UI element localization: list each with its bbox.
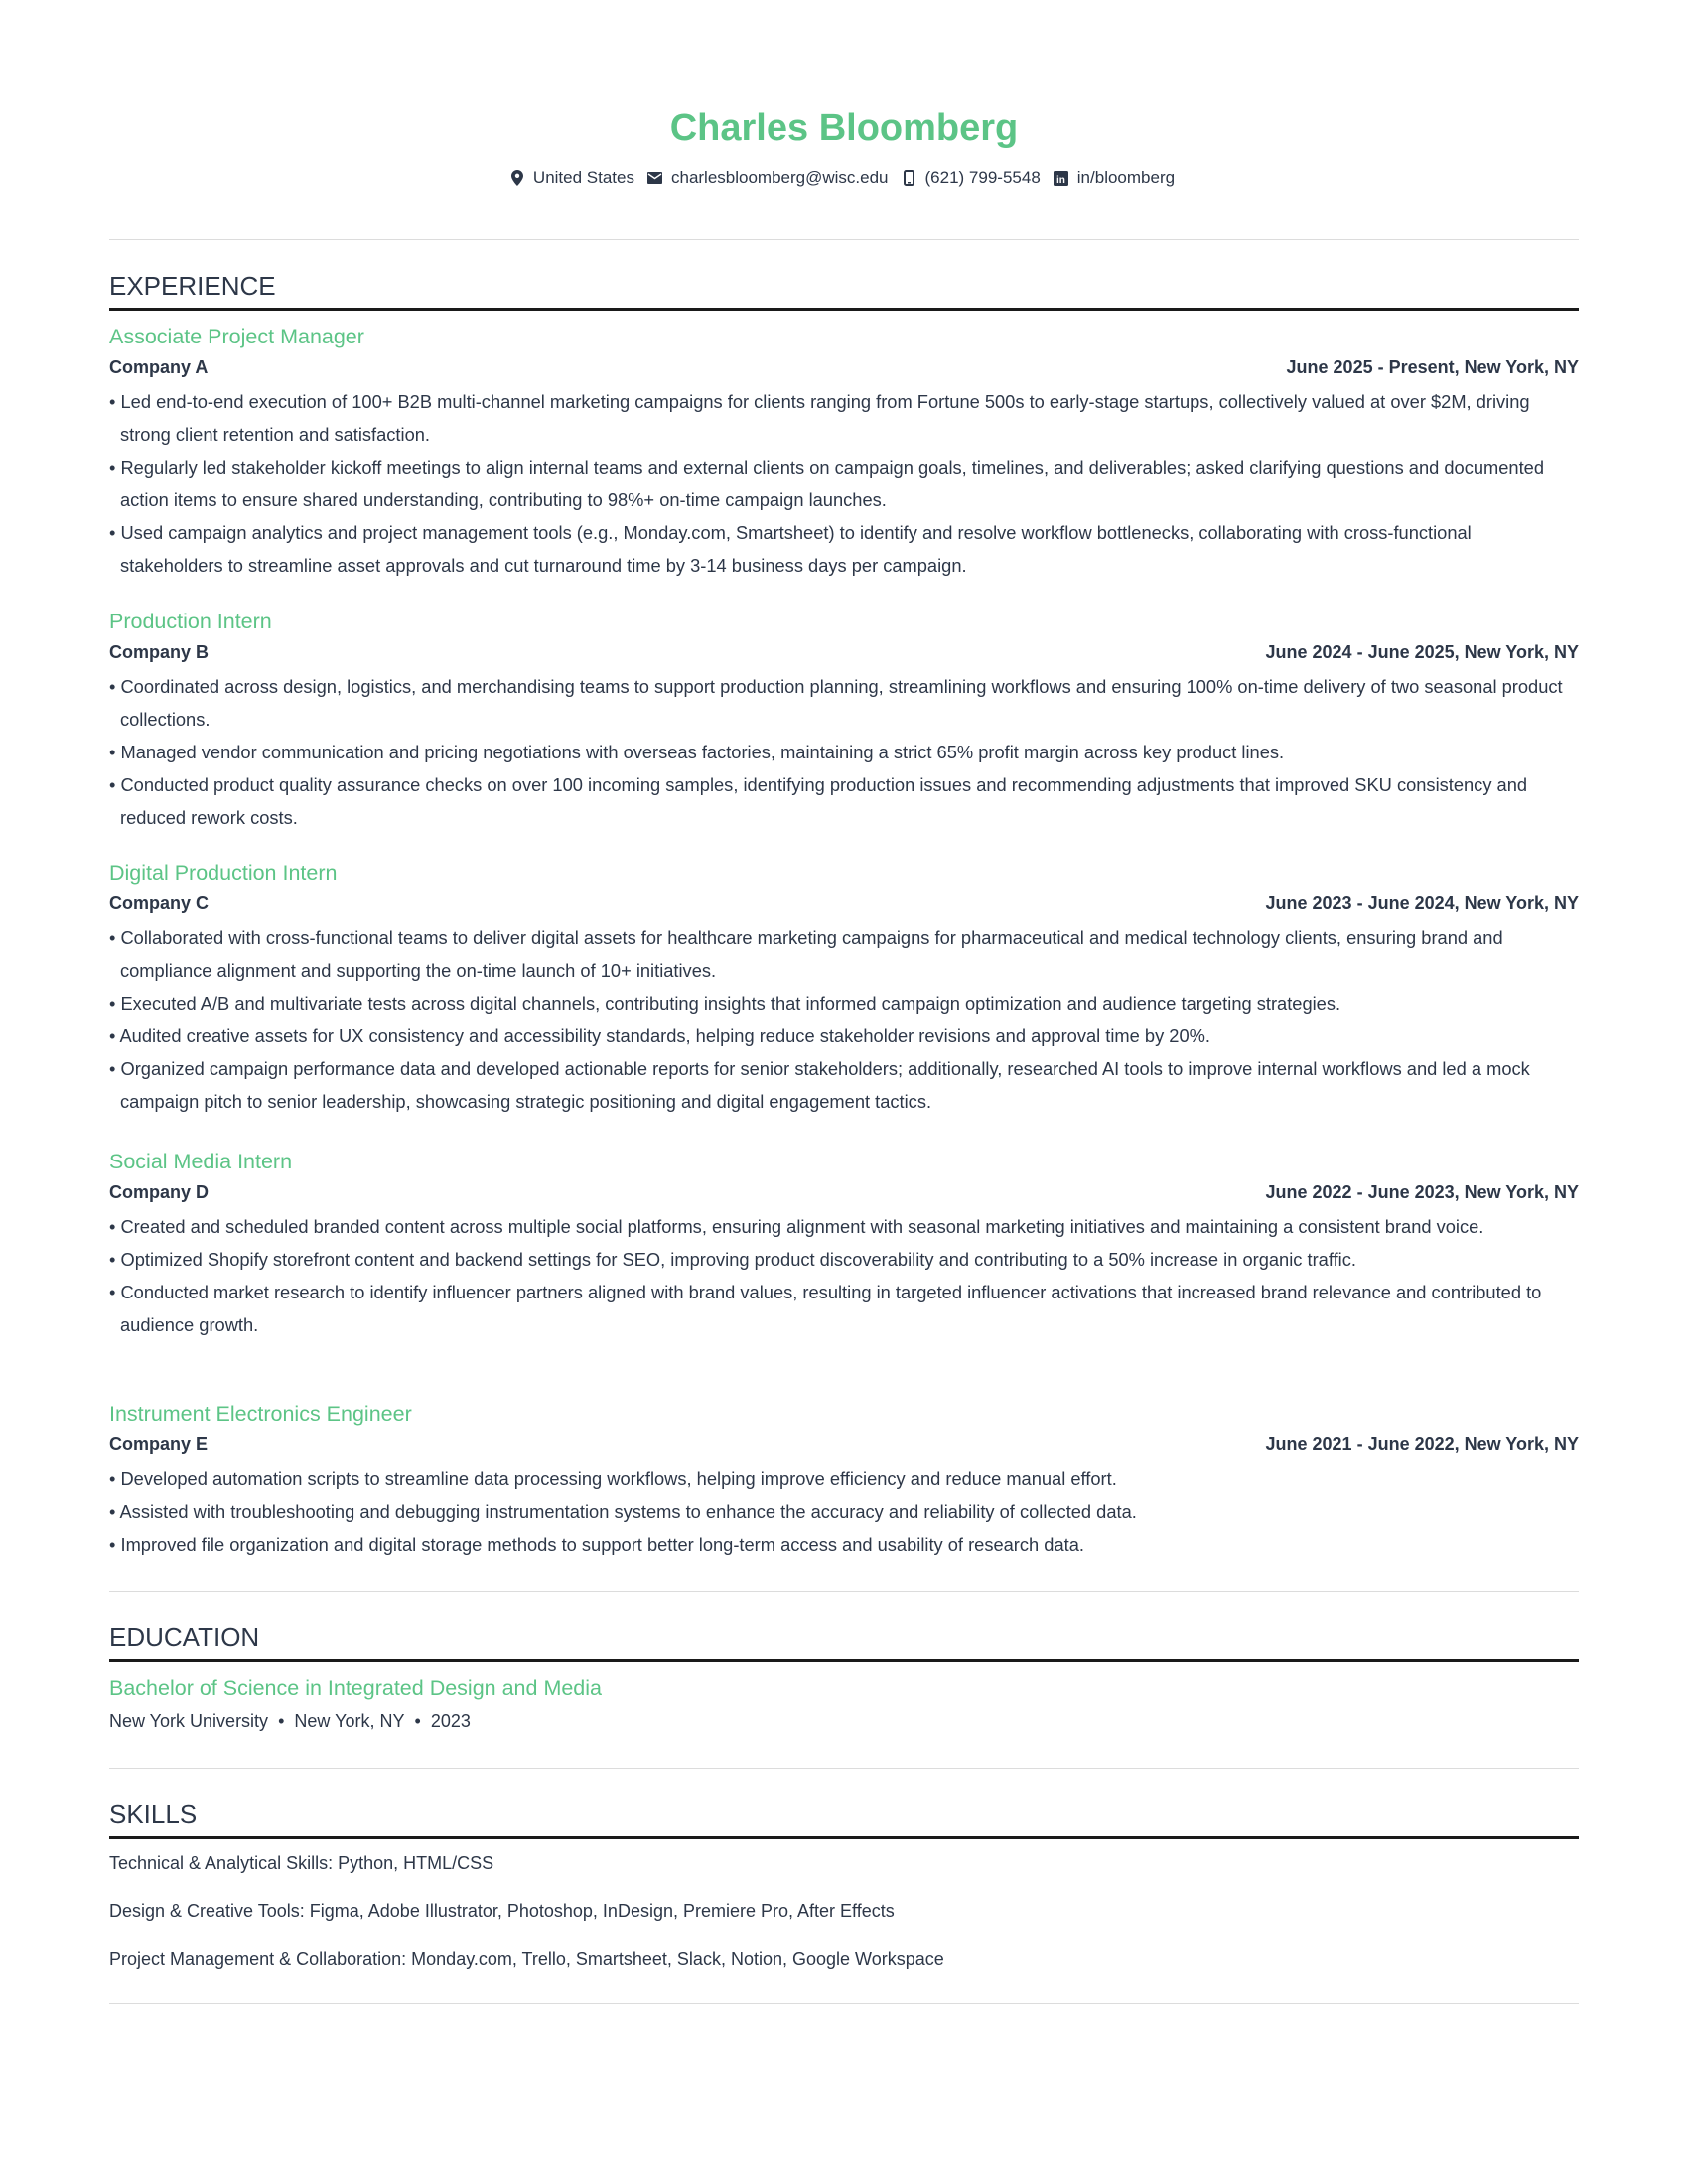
job-dates-location: June 2021 - June 2022, New York, NY (1265, 1434, 1579, 1454)
bullet-list (109, 1210, 1579, 1341)
bullet-list (109, 1462, 1579, 1561)
separator: • (278, 1711, 285, 1731)
school: New York University (109, 1711, 269, 1731)
company-name: Company A (109, 357, 209, 377)
experience-entry (109, 607, 1579, 834)
bullet-item: • Conducted product quality assurance checks on over 100 incoming samples, identifying production issues and recommending adjustments that improved SKU consistency and reduced rework costs. (109, 768, 1579, 834)
education-heading: EDUCATION (109, 1621, 1579, 1662)
company-name: Company B (109, 642, 210, 662)
graduation-year: 2023 (430, 1711, 471, 1731)
bullet-item: • Collaborated with cross-functional teams to deliver digital assets for healthcare marketing campaigns for pharmaceutical and medical technology clients, ensuring brand and compliance alignment and supporting the on-time launch of 10+ initiatives. (109, 921, 1579, 987)
education-details (109, 1707, 471, 1735)
bullet-item: • Regularly led stakeholder kickoff meetings to align internal teams and external clients on campaign goals, timelines, and deliverables; asked clarifying questions and documented action items to ensure shared understanding, contributing to 98%+ on-time campaign launches. (109, 451, 1579, 516)
bullet-list (109, 385, 1579, 582)
divider (109, 1768, 1579, 1769)
bullet-item: • Coordinated across design, logistics, and merchandising teams to support production planning, streamlining workflows and ensuring 100% on-time delivery of two seasonal product collections. (109, 670, 1579, 736)
svg-text:in: in (1056, 174, 1066, 186)
divider (109, 1591, 1579, 1592)
degree-title: Bachelor of Science in Integrated Design and Media (109, 1676, 603, 1700)
linkedin-link[interactable]: in/bloomberg (1076, 168, 1176, 187)
contact-phone (902, 168, 1041, 188)
bullet-item: • Executed A/B and multivariate tests across digital channels, contributing insights that informed campaign optimization and audience targeting strategies. (109, 987, 1579, 1020)
bullet-list (109, 921, 1579, 1118)
job-dates-location: June 2022 - June 2023, New York, NY (1265, 1182, 1579, 1202)
contact-row (109, 168, 1579, 188)
job-title: Associate Project Manager (109, 325, 364, 348)
contact-location (509, 168, 634, 188)
skill-line: Technical & Analytical Skills: Python, HTML/CSS (109, 1853, 494, 1873)
skill-line: Design & Creative Tools: Figma, Adobe Illustrator, Photoshop, InDesign, Premiere Pro, After Effects (109, 1901, 895, 1921)
candidate-name: Charles Bloomberg (669, 107, 1019, 149)
bullet-item: • Audited creative assets for UX consistency and accessibility standards, helping reduce stakeholder revisions and approval time by 20%. (109, 1020, 1579, 1052)
phone-icon (902, 170, 917, 186)
phone-text: (621) 799-5548 (924, 168, 1041, 187)
bullet-item: • Improved file organization and digital storage methods to support better long-term access and usability of research data. (109, 1528, 1579, 1561)
skills-heading: SKILLS (109, 1798, 1579, 1839)
contact-email[interactable] (647, 168, 889, 188)
bullet-item: • Organized campaign performance data and developed actionable reports for senior stakeholders; additionally, researched AI tools to improve internal workflows and led a mock campaign pitch to senior leadership, showcasing strategic positioning and digital engagement tactics. (109, 1052, 1579, 1118)
job-dates-location: June 2023 - June 2024, New York, NY (1265, 893, 1579, 913)
bullet-item: • Created and scheduled branded content across multiple social platforms, ensuring alignment with seasonal marketing initiatives and maintaining a consistent brand voice. (109, 1210, 1579, 1243)
job-title: Production Intern (109, 610, 272, 633)
skill-line: Project Management & Collaboration: Monday.com, Trello, Smartsheet, Slack, Notion, Google Workspace (109, 1949, 944, 1969)
experience-entry (109, 1147, 1579, 1341)
bullet-item: • Managed vendor communication and pricing negotiations with overseas factories, maintaining a strict 65% profit margin across key product lines. (109, 736, 1579, 768)
separator: • (414, 1711, 421, 1731)
experience-entry (109, 1399, 1579, 1561)
company-name: Company E (109, 1434, 209, 1454)
bullet-item: • Optimized Shopify storefront content and backend settings for SEO, improving product discoverability and contributing to a 50% increase in organic traffic. (109, 1243, 1579, 1276)
experience-heading: EXPERIENCE (109, 270, 1579, 311)
bullet-item: • Assisted with troubleshooting and debugging instrumentation systems to enhance the accuracy and reliability of collected data. (109, 1495, 1579, 1528)
location-text: United States (532, 168, 634, 187)
job-dates-location: June 2024 - June 2025, New York, NY (1265, 642, 1579, 662)
company-name: Company D (109, 1182, 210, 1202)
bullet-item: • Conducted market research to identify influencer partners aligned with brand values, resulting in targeted influencer activations that increased brand relevance and contributed to audience growth. (109, 1276, 1579, 1341)
company-name: Company C (109, 893, 210, 913)
contact-linkedin[interactable] (1054, 168, 1175, 188)
job-title: Instrument Electronics Engineer (109, 1402, 412, 1426)
location-pin-icon (509, 170, 525, 186)
education-location: New York, NY (294, 1711, 405, 1731)
job-dates-location: June 2025 - Present, New York, NY (1286, 357, 1579, 377)
email-icon (647, 170, 663, 186)
job-title: Social Media Intern (109, 1150, 293, 1173)
experience-entry (109, 858, 1579, 1118)
divider (109, 239, 1579, 240)
bullet-item: • Led end-to-end execution of 100+ B2B multi-channel marketing campaigns for clients ranging from Fortune 500s to early-stage startups, collectively valued at over $2M, driving strong client retention and satisfaction. (109, 385, 1579, 451)
divider (109, 2003, 1579, 2004)
bullet-item: • Used campaign analytics and project management tools (e.g., Monday.com, Smartsheet) to identify and resolve workflow bottlenecks, collaborating with cross-functional stakeholders to streamline asset approvals and cut turnaround time by 3-14 business days per campaign. (109, 516, 1579, 582)
email-link[interactable]: charlesbloomberg@wisc.edu (670, 168, 889, 187)
experience-entry (109, 322, 1579, 582)
job-title: Digital Production Intern (109, 861, 338, 885)
bullet-list (109, 670, 1579, 834)
linkedin-icon (1054, 170, 1069, 186)
bullet-item: • Developed automation scripts to streamline data processing workflows, helping improve efficiency and reduce manual effort. (109, 1462, 1579, 1495)
